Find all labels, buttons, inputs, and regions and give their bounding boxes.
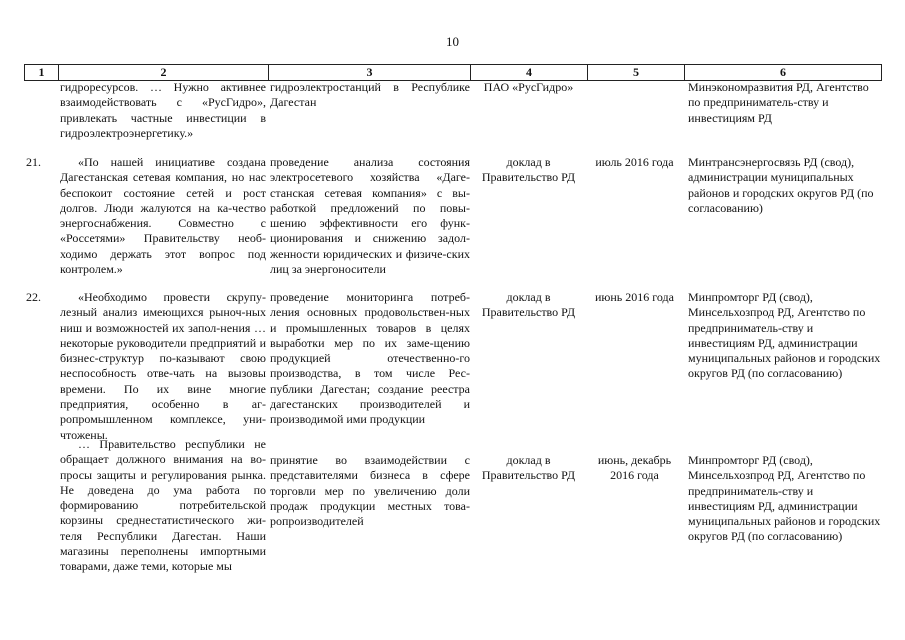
row-3-form: доклад в Правительство РД bbox=[481, 453, 576, 483]
header-col-3: 3 bbox=[268, 65, 470, 80]
row-3-statement: … Правительство республики не обращает должного внимания на во-просы защиты и регулирования рынка. Не доведена до ума работа по формированию потребительской корзины среднестатистического жи-теля Республики Дагестан. Наши магазины переполнены импортными товарами, даже теми, которые мы bbox=[60, 437, 266, 574]
header-col-2: 2 bbox=[58, 65, 268, 80]
row-1-form: доклад в Правительство РД bbox=[481, 155, 576, 185]
row-2-form: доклад в Правительство РД bbox=[481, 290, 576, 320]
row-0-executors: Минэкономразвития РД, Агентство по предприниматель-ству и инвестициям РД bbox=[688, 80, 869, 125]
row-0-form: ПАО «РусГидро» bbox=[483, 80, 574, 94]
row-2-number: 22. bbox=[26, 290, 41, 304]
row-2-statement: «Необходимо провести скрупу-лезный анализ имеющихся рыноч-ных ниш и возможностей их запол-нения … некоторые руководители предприятий и бизнес-структур по-казывают свою неспособность отве-чать на вызовы времени. По их вине многие предприятия, особенно в аг-ропромышленном комплексе, уни-чтожены. bbox=[60, 290, 266, 442]
header-col-4: 4 bbox=[470, 65, 587, 80]
table-header-row bbox=[24, 64, 882, 81]
row-2-executors: Минпромторг РД (свод), Минсельхозпрод РД, Агентство по предприниматель-ству и инвестициям РД, администрации муниципальных районов и городских округов РД (по согласованию) bbox=[688, 290, 881, 381]
row-3-term: июнь, декабрь 2016 года bbox=[597, 453, 672, 483]
row-2-action: проведение мониторинга потреб-ления основных продовольствен-ных и промышленных товаров в целях выработки мер по их заме-щению продукцией отечественно-го производства, в том числе Рес-публики Дагестан; создание реестра дагестанских производителей и производимой ими продукции bbox=[270, 290, 470, 427]
row-0-statement: гидроресурсов. … Нужно активнее взаимодействовать с «РусГидро», привлекать частные инвестиции в гидроэлектроэнергетику.» bbox=[60, 80, 266, 140]
header-col-6: 6 bbox=[684, 65, 882, 80]
row-3-action: принятие во взаимодействии с представителями бизнеса в сфере торговли мер по увеличению доли продаж продукции местных това-ропроизводителей bbox=[270, 453, 470, 529]
row-1-action: проведение анализа состояния электросетевого хозяйства «Даге-станская сетевая компания» с вы-работкой предложений по повы-шению эффективности его функ-ционирования и снижению задол-женности юридических и физиче-ских лиц за энергоносители bbox=[270, 155, 470, 277]
header-col-5: 5 bbox=[587, 65, 684, 80]
page-number: 10 bbox=[446, 34, 459, 49]
header-col-1: 1 bbox=[24, 65, 58, 80]
row-1-executors: Минтрансэнергосвязь РД (свод), администрации муниципальных районов и городских округов РД (по согласованию) bbox=[688, 155, 874, 215]
row-1-term: июль 2016 года bbox=[595, 155, 674, 169]
row-3-executors: Минпромторг РД (свод), Минсельхозпрод РД, Агентство по предприниматель-ству и инвестициям РД, администрации муниципальных районов и городских округов РД (по согласованию) bbox=[688, 453, 881, 544]
row-0-action: гидроэлектростанций в Республике Дагестан bbox=[270, 80, 470, 110]
row-1-statement: «По нашей инициативе создана Дагестанская сетевая компания, но нас беспокоит состояние сетей и рост долгов. Люди жалуются на ка-чество энергоснабжения. Совместно с «Россетями» Правительству необ-ходимо держать этот вопрос под контролем.» bbox=[60, 155, 266, 277]
row-1-number: 21. bbox=[26, 155, 41, 169]
row-2-term: июнь 2016 года bbox=[595, 290, 674, 304]
